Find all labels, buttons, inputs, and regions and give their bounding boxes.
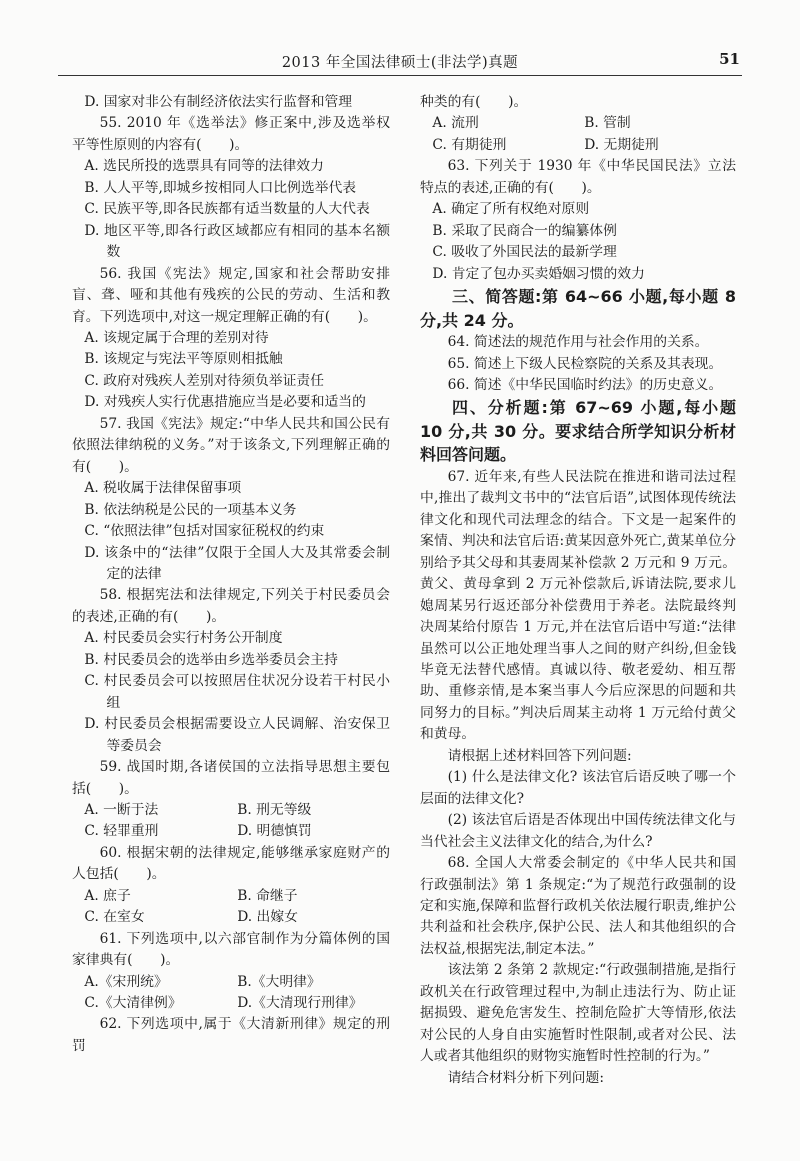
option-text: B. 人人平等,即城乡按相同人口比例选举代表 xyxy=(84,179,357,196)
option-text: A. 确定了所有权绝对原则 xyxy=(432,201,590,218)
option-text: D.《大清现行刑律》 xyxy=(237,995,363,1012)
question-text: 57. 我国《宪法》规定:“中华人民共和国公民有依照法律纳税的义务。”对于该条文,下列理解正确的有( )。 xyxy=(72,415,390,475)
section-heading: 三、简答题:第 64~66 小题,每小题 8 分,共 24 分。 xyxy=(420,287,736,330)
option-row xyxy=(84,800,390,821)
option-text: A. 流刑 xyxy=(432,115,479,132)
option-text: B. 采取了民商合一的编纂体例 xyxy=(432,222,617,239)
question-text: 62. 下列选项中,属于《大清新刑律》规定的刑罚 xyxy=(72,1016,390,1054)
option-text: B. 管制 xyxy=(584,115,631,132)
option-text: D. 村民委员会根据需要设立人民调解、治安保卫等委员会 xyxy=(84,716,390,754)
question-text: 种类的有( )。 xyxy=(420,94,528,110)
option-text: D. 出嫁女 xyxy=(237,909,298,926)
question-text: 58. 根据宪法和法律规定,下列关于村民委员会的表述,正确的有( )。 xyxy=(72,587,390,625)
option-text: C. 政府对残疾人差别对待须负举证责任 xyxy=(84,372,324,389)
page-header xyxy=(58,49,742,76)
question-text: 63. 下列关于 1930 年《中华民国民法》立法特点的表述,正确的有( )。 xyxy=(420,158,736,196)
option-text: C. 民族平等,即各民族都有适当数量的人大代表 xyxy=(84,201,370,218)
page-number: 51 xyxy=(719,50,740,68)
option-row xyxy=(84,886,390,907)
option-text: D. 该条中的“法律”仅限于全国人大及其常委会制定的法律 xyxy=(84,544,390,582)
question-text: 请结合材料分析下列问题: xyxy=(447,1069,605,1086)
question-text: 55. 2010 年《选举法》修正案中,涉及选举权平等性原则的内容有( )。 xyxy=(72,115,390,153)
option-row xyxy=(84,972,390,993)
option-text: B. 命继子 xyxy=(237,887,298,904)
option-text: A. 村民委员会实行村务公开制度 xyxy=(84,630,283,647)
option-text: D. 明德慎罚 xyxy=(237,823,312,840)
option-row xyxy=(432,113,736,134)
option-text: D. 无期徒刑 xyxy=(584,136,659,153)
option-text: C.《大清律例》 xyxy=(84,995,182,1012)
option-text: B. 村民委员会的选举由乡选举委员会主持 xyxy=(84,651,338,668)
option-row xyxy=(432,135,736,156)
question-text: 56. 我国《宪法》规定,国家和社会帮助安排盲、聋、哑和其他有残疾的公民的劳动、生活和教育。下列选项中,对这一规定理解正确的有( )。 xyxy=(72,265,390,325)
option-text: A. 一断于法 xyxy=(84,801,159,818)
question-text: 60. 根据宋朝的法律规定,能够继承家庭财产的人包括( )。 xyxy=(72,844,390,883)
option-text: A. 该规定属于合理的差别对待 xyxy=(84,329,269,346)
question-text: 59. 战国时期,各诸侯国的立法指导思想主要包括( )。 xyxy=(72,759,390,797)
question-text: 64. 简述法的规范作用与社会作用的关系。 xyxy=(447,334,709,351)
option-text: A. 税收属于法律保留事项 xyxy=(84,480,242,497)
option-text: B. 该规定与宪法平等原则相抵触 xyxy=(84,351,283,368)
header-title: 2013 年全国法律硕士(非法学)真题 xyxy=(281,55,519,71)
option-row xyxy=(84,993,390,1014)
question-text: 66. 简述《中华民国临时约法》的历史意义。 xyxy=(447,376,723,393)
option-text: B.《大明律》 xyxy=(237,973,321,990)
question-text: 65. 简述上下级人民检察院的关系及其表现。 xyxy=(447,355,723,372)
option-text: B. 刑无等级 xyxy=(237,801,312,818)
option-text: D. 国家对非公有制经济依法实行监督和管理 xyxy=(84,94,353,110)
question-text: (1) 什么是法律文化? 该法官后语反映了哪一个层面的法律文化? xyxy=(420,769,736,807)
question-text: 61. 下列选项中,以六部官制作为分篇体例的国家律典有( )。 xyxy=(72,930,390,969)
left-column xyxy=(72,92,390,1057)
option-text: D. 地区平等,即各行政区域都应有相同的基本名额数 xyxy=(84,222,390,261)
option-text: A. 选民所投的选票具有同等的法律效力 xyxy=(84,158,324,175)
question-text: 68. 全国人大常委会制定的《中华人民共和国行政强制法》第 1 条规定:“为了规范行政强制的设定和实施,保障和监督行政机关依法履行职责,维护公共利益和社会秩序,保护公民、法人和其他组织的合法权益,根据宪法,制定本法。” xyxy=(420,855,736,957)
option-text: D. 对残疾人实行优惠措施应当是必要和适当的 xyxy=(84,394,366,411)
right-column xyxy=(420,92,736,1089)
question-text: 67. 近年来,有些人民法院在推进和谐司法过程中,推出了裁判文书中的“法官后语”,试图体现传统法律文化和现代司法理念的结合。下文是一起案件的案情、判决和法官后语:黄某因意外死亡,黄某单位分别给予其父母和其妻周某补偿款 2 万元和 9 万元。黄父、黄母拿到 2 万元补偿款后,诉请法院,要求儿媳周某另行返还部分补偿费用于养老。法院最终判决周某给付原告 1 万元,并在法官后语中写道:“法律虽然可以公正地处理当事人之间的财产纠纷,但金钱毕竟无法替代感情。真诚以待、敬老爱幼、相互帮助、重修亲情,是本案当事人今后应深思的问题和共同努力的目标。”判决后周某主动将 1 万元给付黄父和黄母。 xyxy=(420,468,736,743)
option-text: C. 在室女 xyxy=(84,909,145,926)
option-row xyxy=(84,821,390,842)
option-text: C. 有期徒刑 xyxy=(432,136,507,153)
question-text: 该法第 2 条第 2 款规定:“行政强制措施,是指行政机关在行政管理过程中,为制止违法行为、防止证据损毁、避免危害发生、控制危险扩大等情形,依法对公民的人身自由实施暂时性限制,或者对公民、法人或者其他组织的财物实施暂时性控制的行为。” xyxy=(420,962,736,1065)
option-text: B. 依法纳税是公民的一项基本义务 xyxy=(84,501,297,518)
option-text: C. 轻罪重刑 xyxy=(84,823,159,840)
option-row xyxy=(84,907,390,928)
option-text: A. 庶子 xyxy=(84,887,131,904)
option-text: C. 吸收了外国民法的最新学理 xyxy=(432,244,617,261)
option-text: D. 肯定了包办买卖婚姻习惯的效力 xyxy=(432,265,645,282)
section-heading: 四、分析题:第 67~69 小题,每小题 10 分,共 30 分。要求结合所学知识分析材料回答问题。 xyxy=(420,398,736,465)
option-text: A.《宋刑统》 xyxy=(84,973,168,990)
question-text: (2) 该法官后语是否体现出中国传统法律文化与当代社会主义法律文化的结合,为什么? xyxy=(420,812,736,850)
question-text: 请根据上述材料回答下列问题: xyxy=(447,747,632,764)
option-text: C. 村民委员会可以按照居住状况分设若干村民小组 xyxy=(84,673,390,711)
option-text: C. “依照法律”包括对国家征税权的约束 xyxy=(84,523,325,540)
